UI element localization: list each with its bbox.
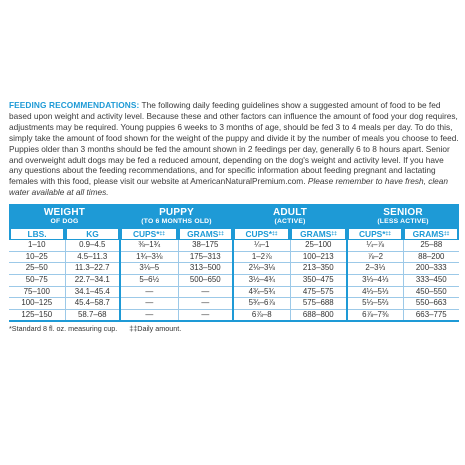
weight-group-header [9, 204, 120, 229]
kg-header: KG [65, 229, 120, 240]
weight-subtitle: OF DOG [50, 217, 79, 225]
adult-grams-header: GRAMS‡‡ [290, 229, 347, 240]
puppy-grams-header: GRAMS‡‡ [178, 229, 233, 240]
cell-senior-cups: 5⅓–5⅔ [347, 298, 403, 310]
cell-adult-grams: 575–688 [290, 298, 347, 310]
cell-puppy-cups: 3⅛–5 [120, 263, 178, 275]
cell-adult-cups: 3½–4¾ [233, 274, 290, 286]
cell-puppy-cups: — [120, 309, 178, 321]
table-row [9, 286, 459, 298]
cell-puppy-grams: — [178, 309, 233, 321]
water-reminder: Please remember to have fresh, clean water available at all times. [9, 176, 449, 198]
cell-puppy-cups: 1¾–3⅛ [120, 251, 178, 263]
cell-adult-cups: 5¾–6⅞ [233, 298, 290, 310]
puppy-subtitle: (TO 6 MONTHS OLD) [141, 217, 212, 225]
cell-lbs: 25–50 [9, 263, 65, 275]
cell-senior-cups: 3⅓–4⅓ [347, 274, 403, 286]
cell-senior-grams: 450–550 [403, 286, 459, 298]
cell-kg: 58.7–68 [65, 309, 120, 321]
cell-puppy-cups: — [120, 286, 178, 298]
cell-senior-cups: ¼–⅞ [347, 240, 403, 251]
cell-puppy-cups: ⅜–1¾ [120, 240, 178, 251]
cell-adult-cups: 2⅛–3⅛ [233, 263, 290, 275]
feeding-heading: FEEDING RECOMMENDATIONS: [9, 100, 140, 110]
cell-senior-grams: 550–663 [403, 298, 459, 310]
cell-puppy-cups: 5–6½ [120, 274, 178, 286]
cell-puppy-cups: — [120, 298, 178, 310]
table-row [9, 298, 459, 310]
cell-adult-grams: 25–100 [290, 240, 347, 251]
puppy-title: PUPPY [159, 206, 194, 218]
adult-title: ADULT [272, 206, 308, 218]
cell-kg: 34.1–45.4 [65, 286, 120, 298]
cell-senior-cups: ⅞–2 [347, 251, 403, 263]
puppy-group-header [120, 204, 233, 229]
senior-group-header [347, 204, 459, 229]
cell-kg: 11.3–22.7 [65, 263, 120, 275]
cell-adult-grams: 213–350 [290, 263, 347, 275]
cell-puppy-grams: 500–650 [178, 274, 233, 286]
table-row [9, 240, 459, 251]
cell-adult-grams: 688–800 [290, 309, 347, 321]
lbs-header: LBS. [9, 229, 65, 240]
weight-title: WEIGHT [43, 206, 86, 218]
table-row [9, 251, 459, 263]
cell-puppy-grams: 175–313 [178, 251, 233, 263]
cell-puppy-grams: — [178, 298, 233, 310]
cell-senior-grams: 333–450 [403, 274, 459, 286]
cell-senior-grams: 25–88 [403, 240, 459, 251]
adult-subtitle: (ACTIVE) [274, 217, 306, 225]
cell-senior-grams: 200–333 [403, 263, 459, 275]
cups-footnote: *Standard 8 fl. oz. measuring cup. [9, 324, 118, 334]
feeding-document [9, 100, 459, 334]
cell-adult-cups: 1–2⅞ [233, 251, 290, 263]
cell-puppy-grams: — [178, 286, 233, 298]
cell-adult-grams: 100–213 [290, 251, 347, 263]
cell-senior-cups: 4⅓–5⅓ [347, 286, 403, 298]
senior-subtitle: (LESS ACTIVE) [377, 217, 429, 225]
grams-footnote: ‡‡Daily amount. [129, 324, 182, 334]
puppy-cups-header: CUPS*‡‡ [120, 229, 178, 240]
cell-lbs: 10–25 [9, 251, 65, 263]
cell-lbs: 50–75 [9, 274, 65, 286]
feeding-recommendations-paragraph [9, 100, 459, 198]
cell-senior-cups: 6⅞–7⅜ [347, 309, 403, 321]
adult-group-header [233, 204, 347, 229]
cell-senior-cups: 2–3⅓ [347, 263, 403, 275]
feeding-table-body [9, 240, 459, 321]
cell-puppy-grams: 38–175 [178, 240, 233, 251]
cell-senior-grams: 88–200 [403, 251, 459, 263]
table-row [9, 309, 459, 321]
cell-kg: 45.4–58.7 [65, 298, 120, 310]
cell-adult-grams: 350–475 [290, 274, 347, 286]
table-row [9, 263, 459, 275]
feeding-table [9, 204, 459, 322]
cell-lbs: 75–100 [9, 286, 65, 298]
senior-cups-header: CUPS*‡‡ [347, 229, 403, 240]
cell-lbs: 100–125 [9, 298, 65, 310]
cell-lbs: 1–10 [9, 240, 65, 251]
table-row [9, 274, 459, 286]
feeding-body-text: The following daily feeding guidelines show a suggested amount of food to be fed based upon weight and activity level. Because these and other factors can influence the amount of food your dog requires, adjustments may be required. Young puppies 6 weeks to 3 months of age, should be fed 3 to 4 meals per day. To do this, simply take the amount of food shown for the weight of the puppy and divide it by the number of meals you choose to feed. Puppies older than 3 months should be fed the amount shown in 2 feedings per day, generally 6 to 8 hours apart. Senior and overweight adult dogs may be fed a reduced amount, depending on the dog's weight and activity level. If you have any questions about the feeding recommendations, and for specific information about feeding pregnant and lactating females with this food, please visit our website at AmericanNaturalPremium.com. [9, 100, 459, 187]
cell-kg: 0.9–4.5 [65, 240, 120, 251]
adult-cups-header: CUPS*‡‡ [233, 229, 290, 240]
cell-kg: 4.5–11.3 [65, 251, 120, 263]
cell-adult-cups: ¼–1 [233, 240, 290, 251]
cell-adult-cups: 6⅞–8 [233, 309, 290, 321]
cell-adult-cups: 4¾–5¾ [233, 286, 290, 298]
cell-senior-grams: 663–775 [403, 309, 459, 321]
footnotes [9, 324, 459, 334]
senior-grams-header: GRAMS‡‡ [403, 229, 459, 240]
cell-lbs: 125–150 [9, 309, 65, 321]
cell-kg: 22.7–34.1 [65, 274, 120, 286]
cell-puppy-grams: 313–500 [178, 263, 233, 275]
cell-adult-grams: 475–575 [290, 286, 347, 298]
senior-title: SENIOR [383, 206, 423, 218]
